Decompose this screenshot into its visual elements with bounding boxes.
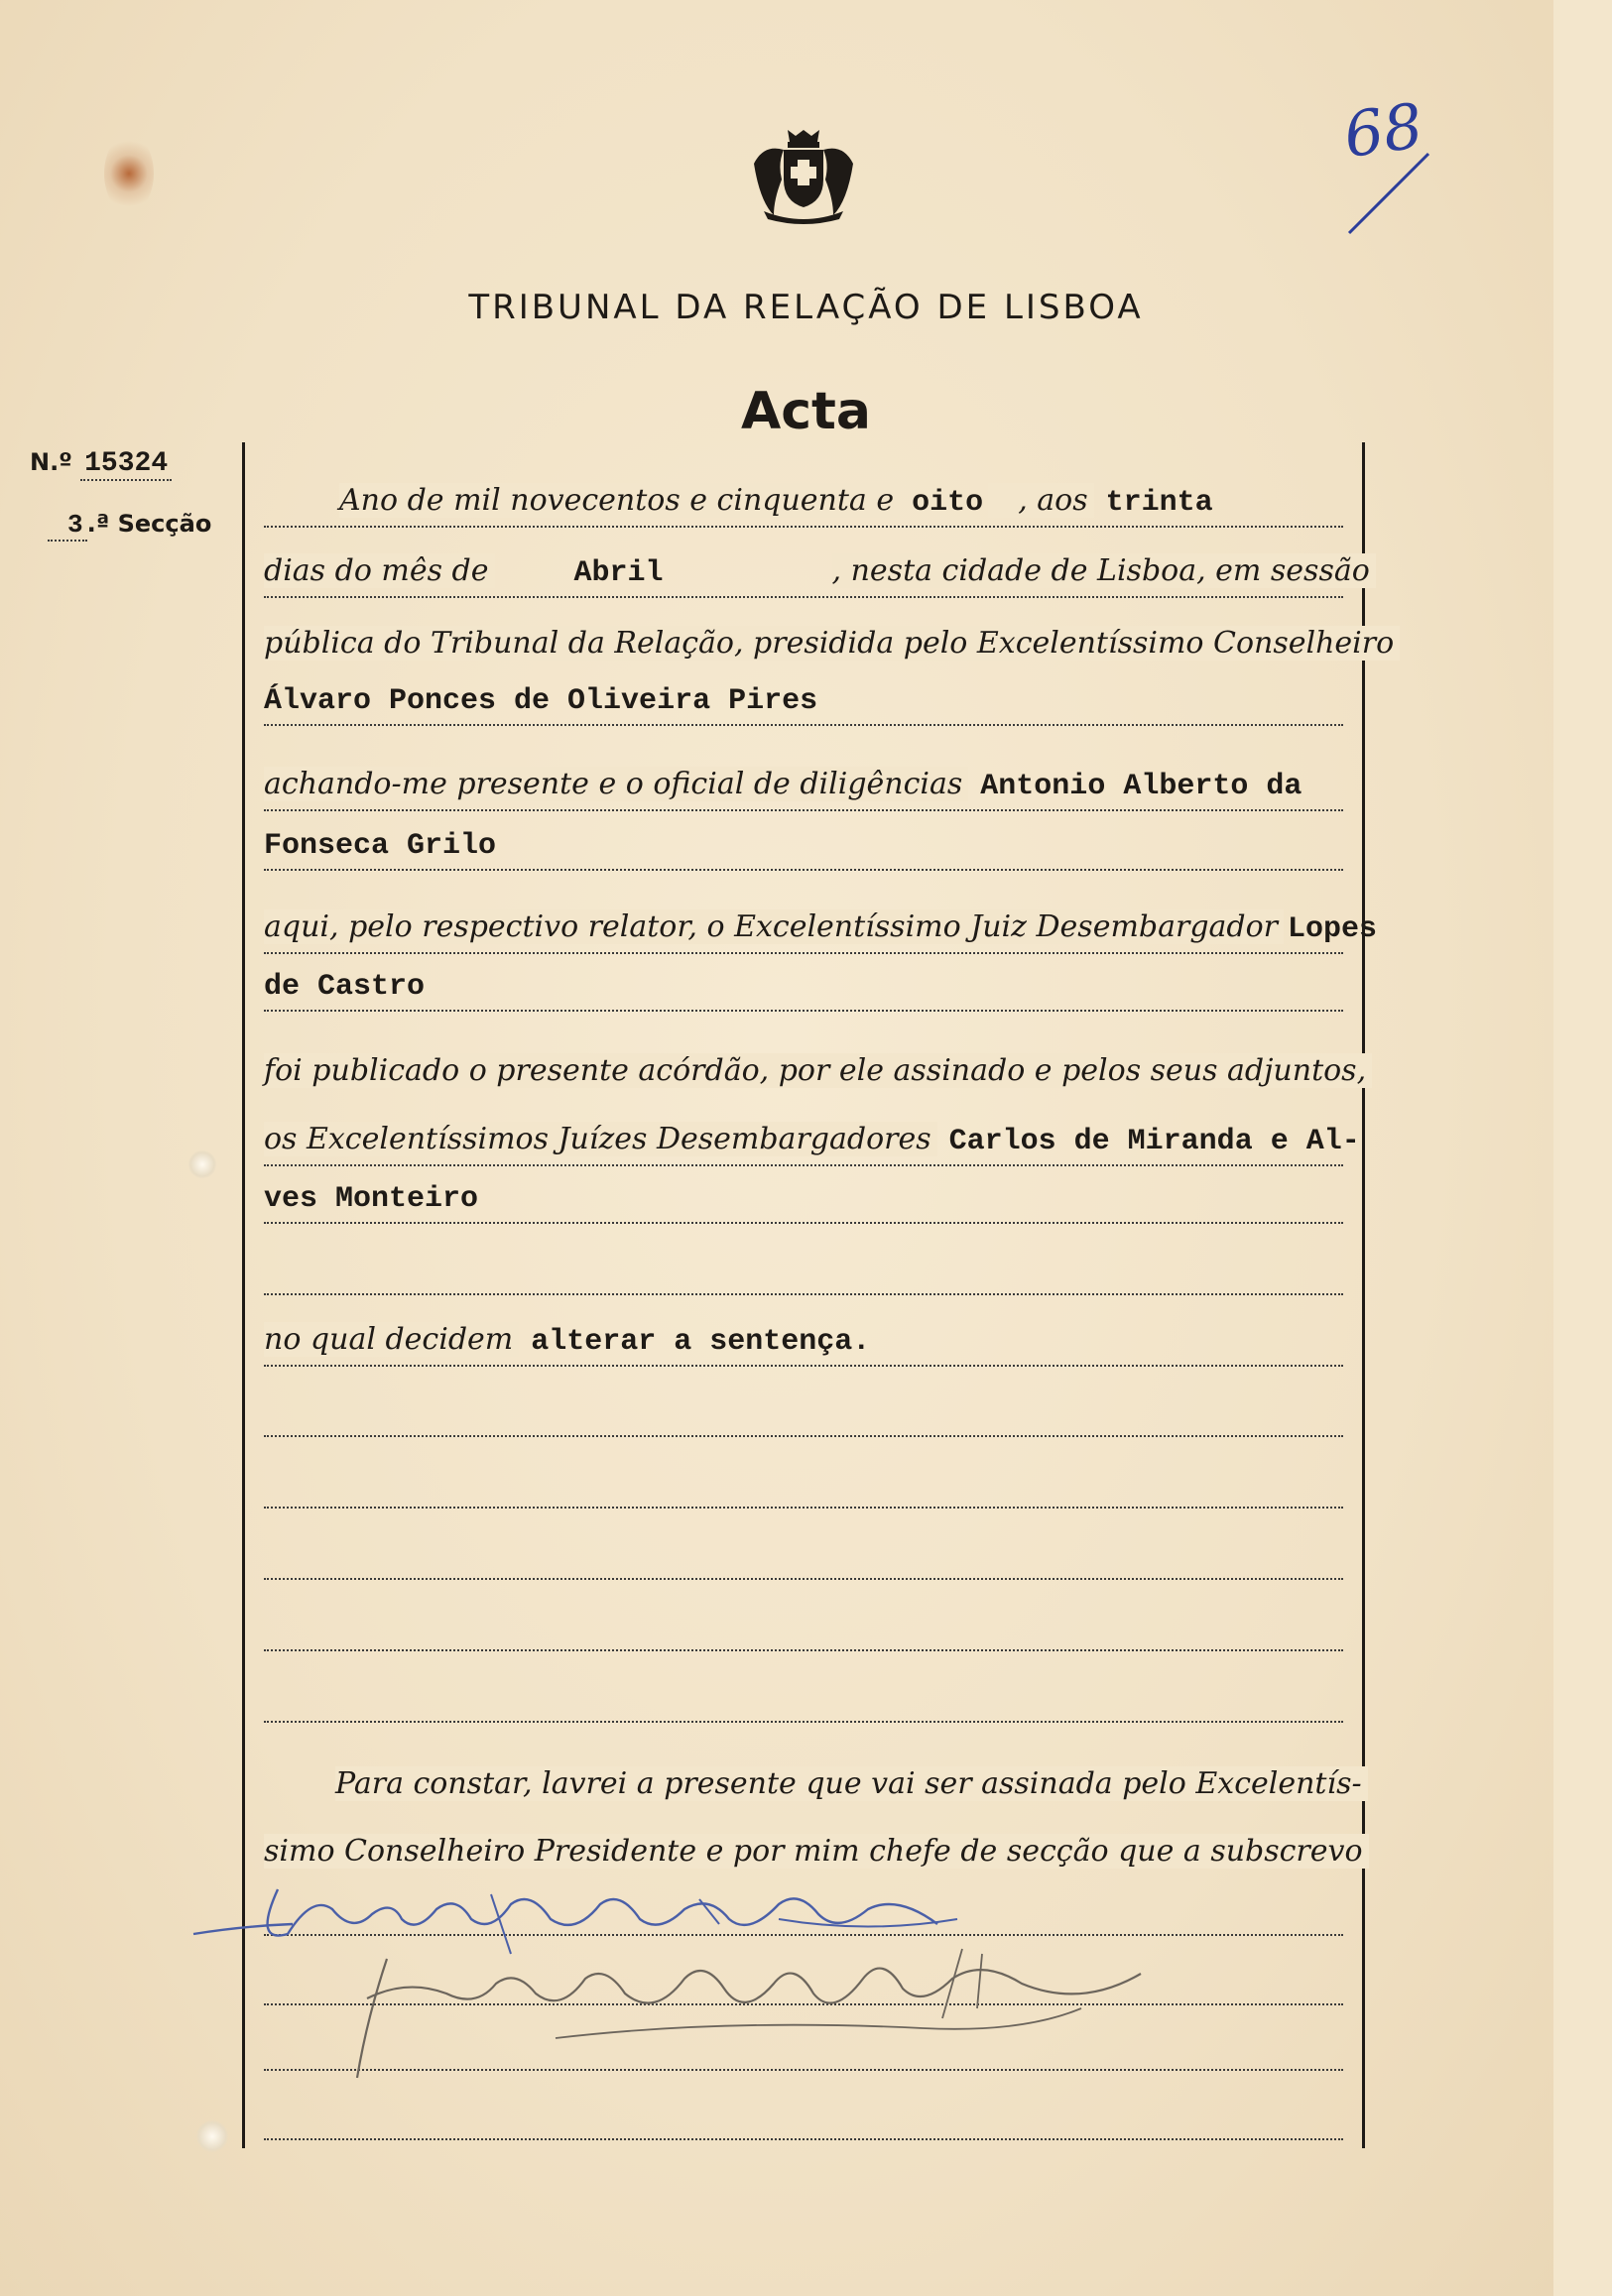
page-number-slash bbox=[1344, 149, 1433, 238]
court-name: TRIBUNAL DA RELAÇÃO DE LISBOA bbox=[468, 288, 1144, 327]
section-label: .ª Secção bbox=[86, 510, 212, 538]
president-name: Álvaro Ponces de Oliveira Pires bbox=[264, 684, 818, 718]
judges-names: Carlos de Miranda e Al- bbox=[948, 1125, 1360, 1158]
staple-hole-icon bbox=[196, 2120, 228, 2152]
month-value: Abril bbox=[573, 556, 664, 590]
stain bbox=[104, 134, 154, 213]
closing-text: simo Conselheiro Presidente e por mim chefe de secção que a subscrevo bbox=[264, 1834, 1369, 1869]
form-label: dias do mês de bbox=[264, 553, 495, 588]
form-line bbox=[264, 674, 1343, 726]
form-label: , aos bbox=[988, 483, 1093, 518]
blank-line bbox=[264, 1244, 1343, 1295]
form-label: aqui, pelo respectivo relator, o Excelentíssimo Juiz Desembargador bbox=[264, 909, 1284, 944]
right-rule bbox=[1362, 442, 1365, 2148]
staple-hole-icon bbox=[188, 1150, 216, 1178]
process-number bbox=[30, 448, 172, 481]
blank-line bbox=[264, 1386, 1343, 1437]
page-number: 68 bbox=[1339, 88, 1427, 173]
form-line bbox=[264, 1044, 1367, 1094]
form-label: os Excelentíssimos Juízes Desembargadores bbox=[264, 1122, 937, 1156]
section-number-value: 3 bbox=[48, 510, 87, 542]
judges-names-continued: ves Monteiro bbox=[264, 1182, 479, 1216]
form-line bbox=[264, 1115, 1360, 1166]
form-line bbox=[264, 546, 1370, 598]
closing-text: Para constar, lavrei a presente que vai ser assinada pelo Excelentís- bbox=[335, 1766, 1368, 1801]
form-line bbox=[264, 617, 1395, 666]
process-number-value: 15324 bbox=[80, 448, 172, 481]
form-label: foi publicado o presente acórdão, por ele assinado e pelos seus adjuntos, bbox=[264, 1053, 1372, 1088]
form-label: achando-me presente e o oficial de diligências bbox=[264, 767, 968, 801]
form-line bbox=[264, 903, 1378, 954]
rapporteur-name-continued: de Castro bbox=[264, 970, 426, 1004]
blank-line bbox=[264, 1671, 1343, 1723]
section-number bbox=[48, 510, 211, 542]
blank-line bbox=[264, 1600, 1343, 1651]
form-line bbox=[264, 1172, 1343, 1224]
form-line bbox=[264, 1757, 1362, 1807]
form-line bbox=[264, 1315, 1343, 1367]
form-line bbox=[264, 476, 1343, 528]
signature-line bbox=[264, 2089, 1343, 2140]
decision-value: alterar a sentença. bbox=[531, 1325, 871, 1359]
portuguese-coat-of-arms-icon bbox=[744, 124, 863, 223]
blank-line bbox=[264, 1457, 1343, 1509]
officer-name-continued: Fonseca Grilo bbox=[264, 829, 497, 863]
form-label: , nesta cidade de Lisboa, em sessão bbox=[832, 553, 1376, 588]
process-number-label: N.º bbox=[30, 448, 72, 476]
rapporteur-name: Lopes bbox=[1288, 912, 1378, 946]
document-title: Acta bbox=[740, 382, 871, 441]
officer-name: Antonio Alberto da bbox=[980, 770, 1302, 803]
form-line bbox=[264, 819, 1343, 871]
day-value: trinta bbox=[1105, 486, 1213, 520]
form-line bbox=[264, 960, 1343, 1012]
form-label: pública do Tribunal da Relação, presidida pelo Excelentíssimo Conselheiro bbox=[264, 626, 1400, 661]
year-value: oito bbox=[912, 486, 984, 520]
form-line bbox=[264, 760, 1343, 811]
section-chief-signature bbox=[327, 1939, 1151, 2088]
form-label: no qual decidem bbox=[264, 1322, 519, 1357]
form-label: Ano de mil novecentos e cinquenta e bbox=[339, 483, 900, 518]
blank-line bbox=[264, 1528, 1343, 1580]
